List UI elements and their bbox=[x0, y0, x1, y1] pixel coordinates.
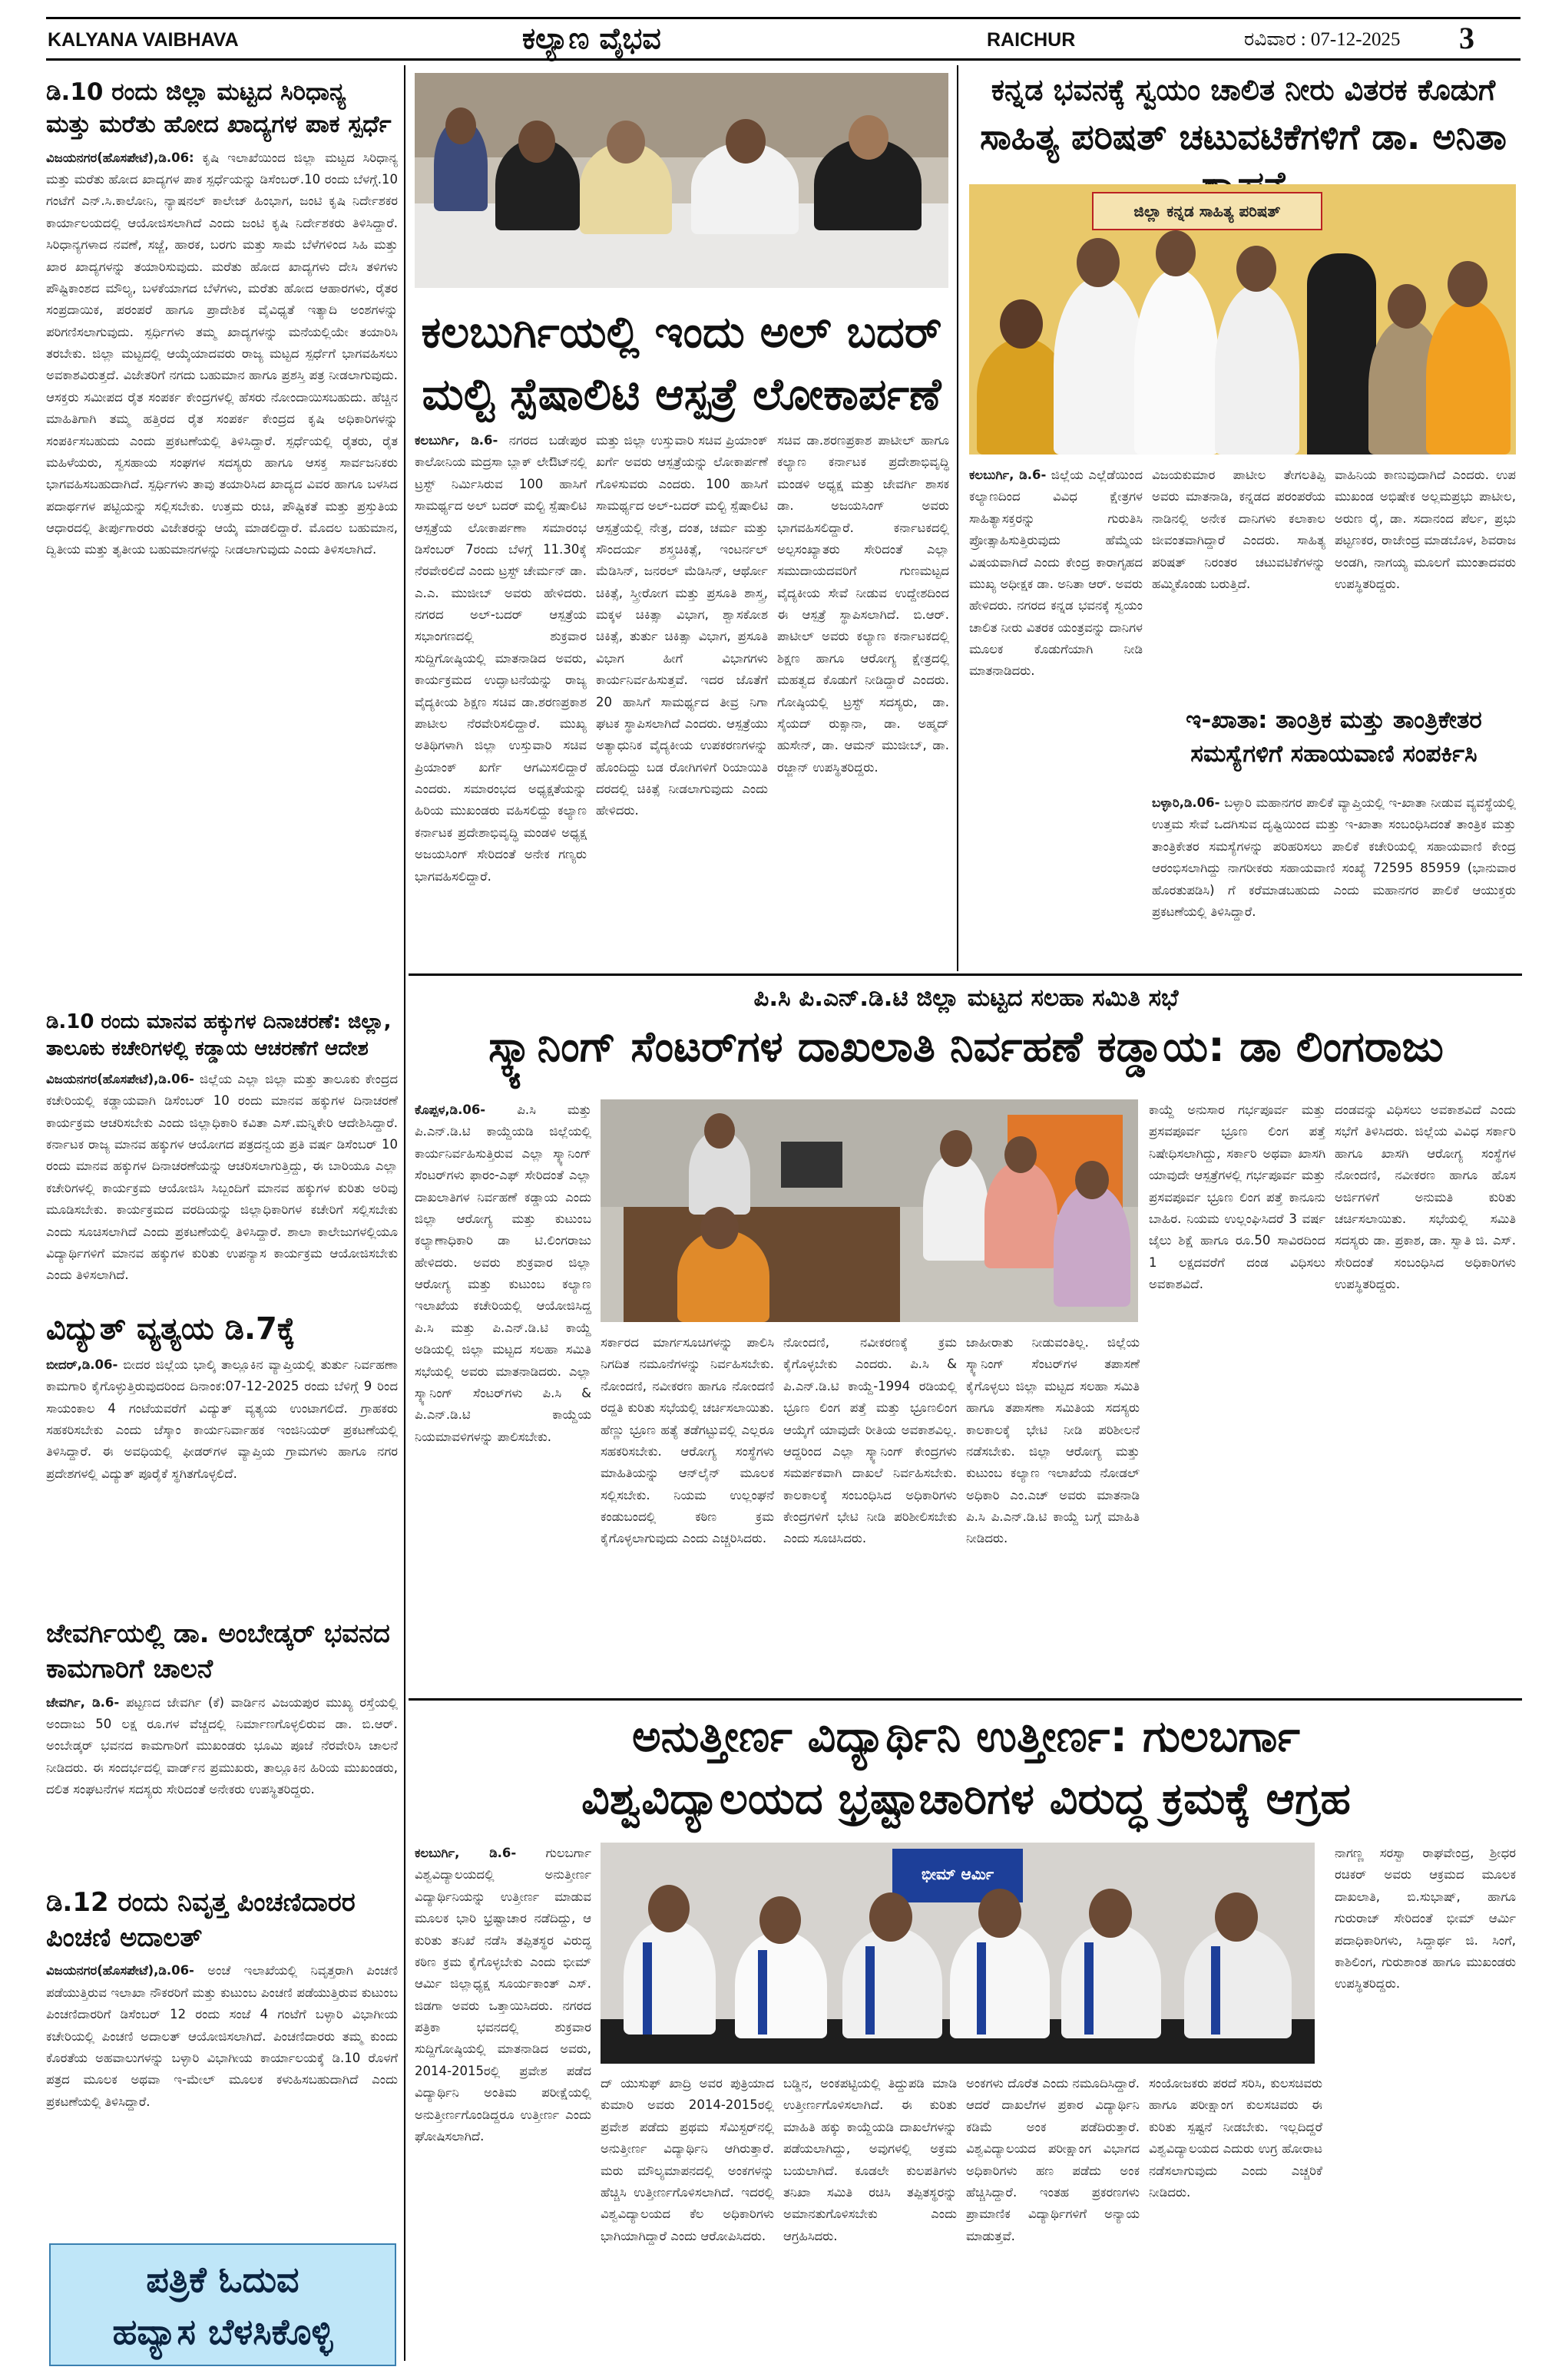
university-col5: ಸಂಯೋಜಕರು ಪರದೆ ಸರಿಸಿ, ಕುಲಸಚಿವರು ಹಾಗೂ ಪರೀಕ್ಷಾಂಗ ಕುಲಸಚಿವರು ಈ ಕುರಿತು ಸ್ಪಷ್ಟನೆ ನೀಡಬೇಕು. ಇಲ್ಲದಿದ್ದರೆ ವಿಶ್ವವಿದ್ಯಾಲಯದ ಎದುರು ಉಗ್ರ ಹೋರಾಟ ನಡೆಸಲಾಗುವುದು ಎಂದು ಎಚ್ಚರಿಕೆ ನೀಡಿದರು. bbox=[1149, 2076, 1322, 2200]
hospital-headline-line2: ಮಲ್ಟಿ ಸ್ಪೆಷಾಲಿಟಿ ಆಸ್ಪತ್ರೆ ಲೋಕಾರ್ಪಣೆ bbox=[422, 369, 941, 420]
left-story5-dateline: ವಿಜಯನಗರ(ಹೊಸಪೇಟೆ),ಡಿ.06- bbox=[46, 1963, 194, 1978]
kannada-bhavan-col1-text: ಜಿಲ್ಲೆಯ ಎಲ್ಲೆಡೆಯಿಂದ ಕಲ್ಯಾಣದಿಂದ ವಿವಿಧ ಕ್ಷೇತ್ರಗಳ ಸಾಹಿತ್ಯಾಸಕ್ತರನ್ನು ಗುರುತಿಸಿ ಪ್ರೋತ್ಸಾಹಿಸುತ್ತಿರುವುದು ಹೆಮ್ಮೆಯ ವಿಷಯವಾಗಿದೆ ಎಂದು ಕೇಂದ್ರ ಕಾರಾಗೃಹದ ಮುಖ್ಯ ಅಧೀಕ್ಷಕ ಡಾ. ಅನಿತಾ ಆರ್. ಅವರು ಹೇಳಿದರು. ನಗರದ ಕನ್ನಡ ಭವನಕ್ಕೆ ಸ್ವಯಂ ಚಾಲಿತ ನೀರು ವಿತರಕ ಯಂತ್ರವನ್ನು ದಾನಿಗಳ ಮೂಲಕ ಕೊಡುಗೆಯಾಗಿ ನೀಡಿ ಮಾತನಾಡಿದರು. bbox=[969, 468, 1143, 679]
university-col1-text: ಗುಲಬರ್ಗಾ ವಿಶ್ವವಿದ್ಯಾಲಯದಲ್ಲಿ ಅನುತ್ತೀರ್ಣ ವಿದ್ಯಾರ್ಥಿನಿಯನ್ನು ಉತ್ತೀರ್ಣ ಮಾಡುವ ಮೂಲಕ ಭಾರಿ ಭ್ರಷ್ಟಾಚಾರ ನಡೆದಿದ್ದು, ಆ ಕುರಿತು ತನಿಖೆ ನಡೆಸಿ ತಪ್ಪಿತಸ್ಥರ ವಿರುದ್ಧ ಕಠಿಣ ಕ್ರಮ ಕೈಗೊಳ್ಳಬೇಕು ಎಂದು ಭೀಮ್ ಆರ್ಮಿ ಜಿಲ್ಲಾಧ್ಯಕ್ಷ ಸೂರ್ಯಕಾಂತ್ ಎಸ್. ಜಿಡಗಾ ಅವರು ಒತ್ತಾಯಿಸಿದರು. ನಗರದ ಪತ್ರಿಕಾ ಭವನದಲ್ಲಿ ಶುಕ್ರವಾರ ಸುದ್ದಿಗೋಷ್ಠಿಯಲ್ಲಿ ಮಾತನಾಡಿದ ಅವರು, 2014-2015ರಲ್ಲಿ ಪ್ರವೇಶ ಪಡೆದ ವಿದ್ಯಾರ್ಥಿನಿ ಅಂತಿಮ ಪರೀಕ್ಷೆಯಲ್ಲಿ ಅನುತ್ತೀರ್ಣಗೊಂಡಿದ್ದರೂ ಉತ್ತೀರ್ಣ ಎಂದು ಘೋಷಿಸಲಾಗಿದೆ. bbox=[415, 1846, 591, 2144]
scanning-meeting-photo bbox=[601, 1099, 1138, 1322]
hospital-dateline: ಕಲಬುರ್ಗಿ, ಡಿ.6- bbox=[415, 433, 498, 448]
university-col6: ನಾಗಣ್ಣ ಸರಸ್ವಾ ರಾಘವೇಂದ್ರ, ಶ್ರೀಧರ ರಚಿಕರ್ ಅವರು ಆಕ್ರಮದ ಮೂಲಕ ದಾಖಲಾತಿ, ಬಿ.ಸುಭಾಷ್, ಹಾಗೂ ಗುರುರಾಜ್ ಸೇರಿದಂತೆ ಭೀಮ್ ಆರ್ಮಿ ಪದಾಧಿಕಾರಿಗಳು, ಸಿದ್ದಾರ್ಥ ಜಿ. ಸಿಂಗೆ, ಕಾಶಿಲಿಂಗ, ಗುರುಶಾಂತ ಹಾಗೂ ಮುಖಂಡರು ಉಪಸ್ಥಿತರಿದ್ದರು. bbox=[1335, 1846, 1516, 1992]
left-story4-dateline: ಜೇವರ್ಗಿ, ಡಿ.6- bbox=[46, 1694, 120, 1710]
left-story3-text: ಬೀದರ ಜಿಲ್ಲೆಯ ಭಾಲ್ಕಿ ತಾಲ್ಲೂಕಿನ ವ್ಯಾಪ್ತಿಯಲ್ಲಿ ತುರ್ತು ನಿರ್ವಹಣಾ ಕಾಮಗಾರಿ ಕೈಗೊಳ್ಳುತ್ತಿರುವುದರಿಂದ ದಿನಾಂಕ:07-12-2025 ರಂದು ಬೆಳಿಗ್ಗೆ 9 ರಿಂದ ಸಾಯಂಕಾಲ 4 ಗಂಟೆಯವರೆಗೆ ವಿದ್ಯುತ್ ವ್ಯತ್ಯಯ ಉಂಟಾಗಲಿದೆ. ಗ್ರಾಹಕರು ಸಹಕರಿಸಬೇಕು ಎಂದು ಜೆಸ್ಕಾಂ ಕಾರ್ಯನಿರ್ವಾಹಕ ಇಂಜಿನಿಯರ್ ಪ್ರಕಟಣೆಯಲ್ಲಿ ತಿಳಿಸಿದ್ದಾರೆ. ಈ ಅವಧಿಯಲ್ಲಿ ಫೀಡರ್‌ಗಳ ವ್ಯಾಪ್ತಿಯ ಗ್ರಾಮಗಳು ಹಾಗೂ ನಗರ ಪ್ರದೇಶಗಳಲ್ಲಿ ವಿದ್ಯುತ್ ಪೂರೈಕೆ ಸ್ಥಗಿತಗೊಳ್ಳಲಿದೆ. bbox=[46, 1357, 398, 1481]
kannada-bhavan-headline-line2: ಸಾಹಿತ್ಯ ಪರಿಷತ್ ಚಟುವಟಿಕೆಗಳಿಗೆ ಡಾ. ಅನಿತಾ bbox=[980, 116, 1507, 158]
column-divider-top-center bbox=[957, 65, 958, 971]
kannada-bhavan-dateline: ಕಲಬುರ್ಗಿ, ಡಿ.6- bbox=[969, 468, 1047, 482]
left-story2-dateline: ವಿಜಯನಗರ(ಹೊಸಪೇಟೆ),ಡಿ.06- bbox=[46, 1071, 194, 1086]
left-column bbox=[46, 77, 398, 2372]
scanning-dateline: ಕೊಪ್ಪಳ,ಡಿ.06- bbox=[415, 1102, 486, 1117]
column-divider-left bbox=[404, 65, 405, 2361]
university-dateline: ಕಲಬುರ್ಗಿ, ಡಿ.6- bbox=[415, 1846, 517, 1860]
left-story1-dateline: ವಿಜಯನಗರ(ಹೊಸಪೇಟೆ),ಡಿ.06: bbox=[46, 150, 194, 165]
left-story4-headline: ಜೇವರ್ಗಿಯಲ್ಲಿ ಡಾ. ಅಂಬೇಡ್ಕರ್ ಭವನದ ಕಾಮಗಾರಿಗೆ ಚಾಲನೆ bbox=[46, 1618, 390, 1684]
hospital-col1 bbox=[415, 430, 587, 967]
ekhata-text: ಬಳ್ಳಾರಿ ಮಹಾನಗರ ಪಾಲಿಕೆ ವ್ಯಾಪ್ತಿಯಲ್ಲಿ ಇ-ಖಾತಾ ನೀಡುವ ವ್ಯವಸ್ಥೆಯಲ್ಲಿ ಉತ್ತಮ ಸೇವೆ ಒದಗಿಸುವ ದೃಷ್ಟಿಯಿಂದ ಮತ್ತು ಇ-ಖಾತಾ ಸಂಬಂಧಿಸಿದಂತೆ ತಾಂತ್ರಿಕ ಮತ್ತು ತಾಂತ್ರಿಕೇತರ ಸಮಸ್ಯೆಗಳನ್ನು ಪರಿಹರಿಸಲು ಪಾಲಿಕೆ ಕಚೇರಿಯಲ್ಲಿ ಸಹಾಯವಾಣಿ ಕೇಂದ್ರ ಆರಂಭಿಸಲಾಗಿದ್ದು ನಾಗರೀಕರು ಸಹಾಯವಾಣಿ ಸಂಖ್ಯೆ 72595 85959 (ಭಾನುವಾರ ಹೊರತುಪಡಿಸಿ) ಗೆ ಕರೆಮಾಡಬಹುದು ಎಂದು ಮಹಾನಗರ ಪಾಲಿಕೆ ಆಯುಕ್ತರು ಪ್ರಕಟಣೆಯಲ್ಲಿ ತಿಳಿಸಿದ್ದಾರೆ. bbox=[1152, 795, 1516, 919]
hospital-col2: ಮತ್ತು ಜಿಲ್ಲಾ ಉಸ್ತುವಾರಿ ಸಚಿವ ಪ್ರಿಯಾಂಕ್ ಖರ್ಗೆ ಅವರು ಆಸ್ಪತ್ರೆಯನ್ನು ಲೋಕಾರ್ಪಣೆ ಗೊಳಿಸುವರು ಎಂದರು. 100 ಹಾಸಿಗೆ ಸಾಮರ್ಥ್ಯದ ಅಲ್-ಬದರ್ ಮಲ್ಟಿ ಸ್ಪೆಷಾಲಿಟಿ ಆಸ್ಪತ್ರೆಯಲ್ಲಿ ನೇತ್ರ, ದಂತ, ಚರ್ಮ ಮತ್ತು ಸೌಂದರ್ಯ ಶಸ್ತ್ರಚಿಕಿತ್ಸೆ, ಇಂಟರ್ನಲ್ ಮೆಡಿಸಿನ್, ಜನರಲ್ ಮೆಡಿಸಿನ್, ಆರ್ಥೋ ಚಿಕಿತ್ಸೆ, ಸ್ತ್ರೀರೋಗ ಮತ್ತು ಪ್ರಸೂತಿ ಶಾಸ್ತ್ರ, ಮಕ್ಕಳ ಚಿಕಿತ್ಸಾ ವಿಭಾಗ, ಶ್ವಾಸಕೋಶ ಚಿಕಿತ್ಸೆ, ತುರ್ತು ಚಿಕಿತ್ಸಾ ವಿಭಾಗ, ಪ್ರಸೂತಿ ವಿಭಾಗ ಹೀಗೆ ವಿಭಾಗಗಳು ಕಾರ್ಯನಿರ್ವಹಿಸುತ್ತವೆ. ಇದರ ಜೊತೆಗೆ 20 ಹಾಸಿಗೆ ಸಾಮರ್ಥ್ಯದ ತೀವ್ರ ನಿಗಾ ಘಟಕ ಸ್ಥಾಪಿಸಲಾಗಿದೆ ಎಂದರು. ಆಸ್ಪತ್ರೆಯು ಅತ್ಯಾಧುನಿಕ ವೈದ್ಯಕೀಯ ಉಪಕರಣಗಳನ್ನು ಹೊಂದಿದ್ದು ಬಡ ರೋಗಿಗಳಿಗೆ ರಿಯಾಯಿತಿ ದರದಲ್ಲಿ ಚಿಕಿತ್ಸೆ ನೀಡಲಾಗುವುದು ಎಂದು ಹೇಳಿದರು. bbox=[596, 433, 768, 818]
left-story1-body bbox=[46, 147, 398, 1000]
scanning-headline: ಸ್ಕ್ಯಾನಿಂಗ್ ಸೆಂಟರ್‌ಗಳ ದಾಖಲಾತಿ ನಿರ್ವಹಣೆ ಕಡ್ಡಾಯ: ಡಾ ಲಿಂಗರಾಜು bbox=[488, 1021, 1444, 1071]
hospital-headline-line1: ಕಲಬುರ್ಗಿಯಲ್ಲಿ ಇಂದು ಅಲ್ ಬದರ್ bbox=[421, 307, 942, 358]
scanning-col1 bbox=[415, 1099, 591, 1691]
ekhata-headline-line2: ಸಮಸ್ಯೆಗಳಿಗೆ ಸಹಾಯವಾಣಿ ಸಂಪರ್ಕಿಸಿ bbox=[1190, 739, 1477, 768]
left-story4-text: ಪಟ್ಟಣದ ಜೇವರ್ಗಿ (ಕೆ) ವಾರ್ಡಿನ ವಿಜಯಪುರ ಮುಖ್ಯ ರಸ್ತೆಯಲ್ಲಿ ಅಂದಾಜು 50 ಲಕ್ಷ ರೂ.ಗಳ ವೆಚ್ಚದಲ್ಲಿ ನಿರ್ಮಾಣಗೊಳ್ಳಲಿರುವ ಡಾ. ಬಿ.ಆರ್. ಅಂಬೇಡ್ಕರ್ ಭವನದ ಕಾಮಗಾರಿಗೆ ಮುಖಂಡರು ಭೂಮಿ ಪೂಜೆ ನೆರವೇರಿಸಿ ಚಾಲನೆ ನೀಡಿದರು. ಈ ಸಂದರ್ಭದಲ್ಲಿ ವಾರ್ಡ್‌ನ ಪ್ರಮುಖರು, ತಾಲ್ಲೂಕಿನ ಹಿರಿಯ ಮುಖಂಡರು, ದಲಿತ ಸಂಘಟನೆಗಳ ಸದಸ್ಯರು ಸೇರಿದಂತೆ ಅನೇಕರು ಉಪಸ್ಥಿತರಿದ್ದರು. bbox=[46, 1694, 398, 1797]
left-story3-dateline: ಬೀದರ್,ಡಿ.06- bbox=[46, 1357, 118, 1372]
left-story5-body bbox=[46, 1960, 398, 2213]
masthead-date: ರವಿವಾರ : 07-12-2025 bbox=[1244, 29, 1401, 50]
hospital-col3: ಸಚಿವ ಡಾ.ಶರಣಪ್ರಕಾಶ ಪಾಟೀಲ್ ಹಾಗೂ ಕಲ್ಯಾಣ ಕರ್ನಾಟಕ ಪ್ರದೇಶಾಭಿವೃದ್ಧಿ ಮಂಡಳಿ ಅಧ್ಯಕ್ಷ ಮತ್ತು ಜೇವರ್ಗಿ ಶಾಸಕ ಡಾ. ಅಜಯಸಿಂಗ್ ಅವರು ಭಾಗವಹಿಸಲಿದ್ದಾರೆ. ಕರ್ನಾಟಕದಲ್ಲಿ ಅಲ್ಪಸಂಖ್ಯಾತರು ಸೇರಿದಂತೆ ಎಲ್ಲಾ ಸಮುದಾಯದವರಿಗೆ ಗುಣಮಟ್ಟದ ವೈದ್ಯಕೀಯ ಸೇವೆ ನೀಡುವ ಉದ್ದೇಶದಿಂದ ಈ ಆಸ್ಪತ್ರೆ ಸ್ಥಾಪಿಸಲಾಗಿದೆ. ಬಿ.ಆರ್. ಪಾಟೀಲ್ ಅವರು ಕಲ್ಯಾಣ ಕರ್ನಾಟಕದಲ್ಲಿ ಶಿಕ್ಷಣ ಹಾಗೂ ಆರೋಗ್ಯ ಕ್ಷೇತ್ರದಲ್ಲಿ ಮಹತ್ವದ ಕೊಡುಗೆ ನೀಡಿದ್ದಾರೆ ಎಂದರು. ಗೋಷ್ಠಿಯಲ್ಲಿ ಟ್ರಸ್ಟ್ ಸದಸ್ಯರು, ಡಾ. ಸೈಯದ್ ರುಕ್ಸಾನಾ, ಡಾ. ಅಹ್ಮದ್ ಹುಸೇನ್, ಡಾ. ಆಮನ್ ಮುಜೀಬ್, ಡಾ. ರಜ್ಜಾನ್ ಉಪಸ್ಥಿತರಿದ್ದರು. bbox=[777, 433, 949, 775]
left-story4-body bbox=[46, 1692, 398, 1876]
page-number: 3 bbox=[1459, 21, 1474, 55]
masthead-center-title: ಕಲ್ಯಾಣ ವೈಭವ bbox=[522, 21, 661, 55]
left-story3-body bbox=[46, 1354, 398, 1608]
masthead-left-title: KALYANA VAIBHAVA bbox=[48, 29, 239, 51]
scanning-col3: ನೋಂದಣಿ, ನವೀಕರಣಕ್ಕೆ ಕ್ರಮ ಕೈಗೊಳ್ಳಬೇಕು ಎಂದರು. ಪಿ.ಸಿ & ಪಿ.ಎನ್.ಡಿ.ಟಿ ಕಾಯ್ದೆ-1994 ರಡಿಯಲ್ಲಿ ಭ್ರೂಣ ಲಿಂಗ ಪತ್ತೆ ಮತ್ತು ಭ್ರೂಣಲಿಂಗ ಆಯ್ಕೆಗೆ ಯಾವುದೇ ರೀತಿಯ ಅವಕಾಶವಿಲ್ಲ. ಆದ್ದರಿಂದ ಎಲ್ಲಾ ಸ್ಕ್ಯಾನಿಂಗ್ ಕೇಂದ್ರಗಳು ಸಮರ್ಪಕವಾಗಿ ದಾಖಲೆ ನಿರ್ವಹಿಸಬೇಕು. ಕಾಲಕಾಲಕ್ಕೆ ಸಂಬಂಧಿಸಿದ ಅಧಿಕಾರಿಗಳು ಕೇಂದ್ರಗಳಿಗೆ ಭೇಟಿ ನೀಡಿ ಪರಿಶೀಲಿಸಬೇಕು ಎಂದು ಸೂಚಿಸಿದರು. bbox=[783, 1335, 957, 1546]
promo-line2: ಹವ್ಯಾಸ ಬೆಳಸಿಕೊಳ್ಳಿ bbox=[112, 2311, 333, 2353]
kannada-bhavan-headline-line1: ಕನ್ನಡ ಭವನಕ್ಕೆ ಸ್ವಯಂ ಚಾಲಿತ ನೀರು ವಿತರಕ ಕೊಡುಗೆ bbox=[991, 73, 1496, 107]
left-story2-body bbox=[46, 1069, 398, 1299]
kannada-bhavan-col3: ವಾಹಿನಿಯ ಕಾಣುವುದಾಗಿದೆ ಎಂದರು. ಉಪ ಮುಖಂಡ ಅಭಿಷೇಕ ಅಲ್ಲಮಪ್ರಭು ಪಾಟೀಲ, ಅರುಣ ರೈ, ಡಾ. ಸದಾನಂದ ಪೆರ್ಲ, ಪ್ರಭು ಪಟ್ಟಣಕರ, ರಾಜೇಂದ್ರ ಮಾಡಬೊಳ, ಶಿವರಾಜ ಅಂಡಗಿ, ನಾಗಯ್ಯ ಮೂಲಗೆ ಮುಂತಾದವರು ಉಪಸ್ಥಿತರಿದ್ದರು. bbox=[1335, 468, 1516, 591]
ekhata-body bbox=[1152, 792, 1516, 967]
left-story2-text: ಜಿಲ್ಲೆಯ ಎಲ್ಲಾ ಜಿಲ್ಲಾ ಮತ್ತು ತಾಲೂಕು ಕೇಂದ್ರದ ಕಚೇರಿಯಲ್ಲಿ ಕಡ್ಡಾಯವಾಗಿ ಡಿಸೆಂಬರ್ 10 ರಂದು ಮಾನವ ಹಕ್ಕುಗಳ ದಿನಾಚರಣೆ ಕಾರ್ಯಕ್ರಮ ಆಚರಿಸಬೇಕು ಎಂದು ಜಿಲ್ಲಾಧಿಕಾರಿ ಕವಿತಾ ಎಸ್.ಮನ್ನಿಕೇರಿ ಆದೇಶಿಸಿದ್ದಾರೆ. ಕರ್ನಾಟಕ ರಾಜ್ಯ ಮಾನವ ಹಕ್ಕುಗಳ ಆಯೋಗದ ಪತ್ರದನ್ವಯ ಪ್ರತಿ ವರ್ಷ ಡಿಸೆಂಬರ್ 10 ರಂದು ಮಾನವ ಹಕ್ಕುಗಳ ದಿನಾಚರಣೆಯನ್ನು ಆಚರಿಸಲಾಗುತ್ತಿದ್ದು, ಈ ಬಾರಿಯೂ ಎಲ್ಲಾ ಕಚೇರಿಗಳಲ್ಲಿ ಕಾರ್ಯಕ್ರಮ ಆಯೋಜಿಸಿ ಸಿಬ್ಬಂದಿಗೆ ಮಾನವ ಹಕ್ಕುಗಳ ಕುರಿತು ಅರಿವು ಮೂಡಿಸಬೇಕು. ಕಾರ್ಯಕ್ರಮದ ವರದಿಯನ್ನು ಜಿಲ್ಲಾಧಿಕಾರಿಗಳ ಕಚೇರಿಗೆ ಸಲ್ಲಿಸಬೇಕು ಎಂದು ಸೂಚಿಸಲಾಗಿದೆ ಎಂದು ಪ್ರಕಟಣೆಯಲ್ಲಿ ತಿಳಿಸಿದ್ದಾರೆ. ಶಾಲಾ ಕಾಲೇಜುಗಳಲ್ಲಿಯೂ ವಿದ್ಯಾರ್ಥಿಗಳಿಗೆ ಮಾನವ ಹಕ್ಕುಗಳ ಕುರಿತು ಉಪನ್ಯಾಸ ಕಾರ್ಯಕ್ರಮ ಆಯೋಜಿಸಬೇಕು ಎಂದು ತಿಳಿಸಲಾಗಿದೆ. bbox=[46, 1071, 398, 1283]
hospital-headline bbox=[415, 303, 948, 425]
university-headline bbox=[415, 1707, 1517, 1829]
left-story5-headline: ಡಿ.12 ರಂದು ನಿವೃತ್ತ ಪಿಂಚಣಿದಾರರ ಪಿಂಚಣಿ ಅದಾಲತ್ bbox=[46, 1886, 356, 1953]
left-story3-headline: ವಿದ್ಯುತ್ ವ್ಯತ್ಯಯ ಡಿ.7ಕ್ಕೆ bbox=[46, 1311, 296, 1347]
kannada-bhavan-photo-banner: ಜಿಲ್ಲಾ ಕನ್ನಡ ಸಾಹಿತ್ಯ ಪರಿಷತ್ bbox=[1092, 192, 1322, 230]
left-story5-text: ಅಂಚೆ ಇಲಾಖೆಯಲ್ಲಿ ನಿವೃತ್ತರಾಗಿ ಪಿಂಚಣಿ ಪಡೆಯುತ್ತಿರುವ ಇಲಾಖಾ ನೌಕರರಿಗೆ ಮತ್ತು ಕುಟುಂಬ ಪಿಂಚಣಿ ಪಡೆಯುತ್ತಿರುವ ಕುಟುಂಬ ಪಿಂಚಣಿದಾರರಿಗೆ ಡಿಸೆಂಬರ್ 12 ರಂದು ಸಂಜೆ 4 ಗಂಟೆಗೆ ಬಳ್ಳಾರಿ ವಿಭಾಗೀಯ ಕಚೇರಿಯಲ್ಲಿ ಪಿಂಚಣಿ ಅದಾಲತ್ ಆಯೋಜಿಸಲಾಗಿದೆ. ಪಿಂಚಣಿದಾರರು ತಮ್ಮ ಕುಂದು ಕೊರತೆಯ ಅಹವಾಲುಗಳನ್ನು ಬಳ್ಳಾರಿ ವಿಭಾಗೀಯ ಕಾರ್ಯಾಲಯಕ್ಕೆ ಡಿ.10 ರೊಳಗೆ ಪತ್ರದ ಮೂಲಕ ಅಥವಾ ಇ-ಮೇಲ್ ಮೂಲಕ ಕಳುಹಿಸಬಹುದಾಗಿದೆ ಎಂದು ಪ್ರಕಟಣೆಯಲ್ಲಿ ತಿಳಿಸಿದ್ದಾರೆ. bbox=[46, 1963, 398, 2109]
section-divider-middle bbox=[409, 973, 1522, 976]
section-divider-bottom bbox=[409, 1698, 1522, 1701]
scanning-col6: ದಂಡವನ್ನು ವಿಧಿಸಲು ಅವಕಾಶವಿದೆ ಎಂದು ಸಭೆಗೆ ತಿಳಿಸಿದರು. ಜಿಲ್ಲೆಯ ವಿವಿಧ ಸರ್ಕಾರಿ ಹಾಗೂ ಖಾಸಗಿ ಆರೋಗ್ಯ ಸಂಸ್ಥೆಗಳ ನೋಂದಣಿ, ನವೀಕರಣ ಹಾಗೂ ಹೊಸ ಅರ್ಜಿಗಳಿಗೆ ಅನುಮತಿ ಕುರಿತು ಚರ್ಚಿಸಲಾಯಿತು. ಸಭೆಯಲ್ಲಿ ಸಮಿತಿ ಸದಸ್ಯರು ಡಾ. ಪ್ರಕಾಶ, ಡಾ. ಸ್ವಾತಿ ಜಿ. ಎಸ್. ಸೇರಿದಂತೆ ಸಂಬಂಧಿಸಿದ ಅಧಿಕಾರಿಗಳು ಉಪಸ್ಥಿತರಿದ್ದರು. bbox=[1335, 1102, 1516, 1291]
masthead-top-rule bbox=[46, 17, 1520, 19]
university-col1 bbox=[415, 1843, 591, 2372]
university-col2: ದ್ ಯುಸುಫ್ ಖಾದ್ರಿ ಅವರ ಪುತ್ರಿಯಾದ ಕುಮಾರಿ ಅವರು 2014-2015ರಲ್ಲಿ ಪ್ರವೇಶ ಪಡೆದು ಪ್ರಥಮ ಸೆಮಿಸ್ಟರ್‌ನಲ್ಲಿ ಅನುತ್ತೀರ್ಣ ವಿದ್ಯಾರ್ಥಿನಿ ಆಗಿರುತ್ತಾರೆ. ಮರು ಮೌಲ್ಯಮಾಪನದಲ್ಲಿ ಅಂಕಗಳನ್ನು ಹೆಚ್ಚಿಸಿ ಉತ್ತೀರ್ಣಗೊಳಿಸಲಾಗಿದೆ. ಇದರಲ್ಲಿ ವಿಶ್ವವಿದ್ಯಾಲಯದ ಕೆಲ ಅಧಿಕಾರಿಗಳು ಭಾಗಿಯಾಗಿದ್ದಾರೆ ಎಂದು ಆರೋಪಿಸಿದರು. bbox=[601, 2076, 774, 2243]
scanning-col2: ಸರ್ಕಾರದ ಮಾರ್ಗಸೂಚಿಗಳನ್ನು ಪಾಲಿಸಿ ನಿಗದಿತ ನಮೂನೆಗಳನ್ನು ನಿರ್ವಹಿಸಬೇಕು. ನೋಂದಣಿ, ನವೀಕರಣ ಹಾಗೂ ನೋಂದಣಿ ರದ್ದತಿ ಕುರಿತು ಸಭೆಯಲ್ಲಿ ಚರ್ಚಿಸಲಾಯಿತು. ಹೆಣ್ಣು ಭ್ರೂಣ ಹತ್ಯೆ ತಡೆಗಟ್ಟುವಲ್ಲಿ ಎಲ್ಲರೂ ಸಹಕರಿಸಬೇಕು. ಆರೋಗ್ಯ ಸಂಸ್ಥೆಗಳು ಮಾಹಿತಿಯನ್ನು ಆನ್‌ಲೈನ್ ಮೂಲಕ ಸಲ್ಲಿಸಬೇಕು. ನಿಯಮ ಉಲ್ಲಂಘನೆ ಕಂಡುಬಂದಲ್ಲಿ ಕಠಿಣ ಕ್ರಮ ಕೈಗೊಳ್ಳಲಾಗುವುದು ಎಂದು ಎಚ್ಚರಿಸಿದರು. bbox=[601, 1335, 774, 1546]
university-headline-line1: ಅನುತ್ತೀರ್ಣ ವಿದ್ಯಾರ್ಥಿನಿ ಉತ್ತೀರ್ಣ: ಗುಲಬರ್ಗಾ bbox=[632, 1711, 1300, 1762]
left-story1-headline: ಡಿ.10 ರಂದು ಜಿಲ್ಲಾ ಮಟ್ಟದ ಸಿರಿಧಾನ್ಯ ಮತ್ತು ಮರೆತು ಹೋದ ಖಾದ್ಯಗಳ ಪಾಕ ಸ್ಪರ್ಧೆ bbox=[46, 78, 392, 138]
kannada-bhavan-photo bbox=[969, 184, 1516, 455]
left-story1-text: ಕೃಷಿ ಇಲಾಖೆಯಿಂದ ಜಿಲ್ಲಾ ಮಟ್ಟದ ಸಿರಿಧಾನ್ಯ ಮತ್ತು ಮರೆತು ಹೋದ ಖಾದ್ಯಗಳ ಪಾಕ ಸ್ಪರ್ಧೆಯನ್ನು ಡಿಸೆಂಬರ್.10 ರಂದು ಬೆಳಗ್ಗೆ.10 ಗಂಟೆಗೆ ಎನ್.ಸಿ.ಕಾಲೋನಿ, ನ್ಯಾಷನಲ್ ಕಾಲೇಜ್ ಹಿಂಭಾಗ, ಜಂಟಿ ಕೃಷಿ ನಿರ್ದೇಶಕರ ಕಾರ್ಯಾಲಯದಲ್ಲಿ ಆಯೋಜಿಸಲಾಗಿದೆ ಎಂದು ಜಂಟಿ ಕೃಷಿ ನಿರ್ದೇಶಕರು ತಿಳಿಸಿದ್ದಾರೆ. ಸಿರಿಧಾನ್ಯಗಳಾದ ನವಣೆ, ಸಜ್ಜೆ, ಹಾರಕ, ಬರಗು ಮತ್ತು ಸಾಮೆ ಬೆಳೆಗಳಿಂದ ಸಿಹಿ ಮತ್ತು ಖಾರ ಖಾದ್ಯಗಳನ್ನು ತಯಾರಿಸುವುದು. ಮರೆತು ಹೋದ ಖಾದ್ಯಗಳು ದೇಸಿ ತಳಿಗಳು ಪೌಷ್ಟಿಕಾಂಶದ ಮೌಲ್ಯ, ಬಳಕೆಯಾಗದ ಬೆಳೆಗಳು, ಮರೆತು ಹೋದ ಆಹಾರಗಳು, ರೈತರ ಸಂಪ್ರದಾಯಿಕ, ಪರಂಪರೆ ಹಾಗೂ ಪ್ರಾದೇಶಿಕ ವೈವಿಧ್ಯತೆ ಇತ್ಯಾದಿ ಅಂಶಗಳನ್ನು ಪರಿಗಣಿಸಲಾಗುವುದು. ಸ್ಪರ್ಧಿಗಳು ತಮ್ಮ ಖಾದ್ಯಗಳನ್ನು ಮನೆಯಲ್ಲಿಯೇ ತಯಾರಿಸಿ ತರಬೇಕು. ಜಿಲ್ಲಾ ಮಟ್ಟದಲ್ಲಿ ಆಯ್ಕೆಯಾದವರು ರಾಜ್ಯ ಮಟ್ಟದ ಸ್ಪರ್ಧೆಗೆ ಭಾಗವಹಿಸಲು ಅವಕಾಶವಿರುತ್ತದೆ. ವಿಜೇತರಿಗೆ ನಗದು ಬಹುಮಾನ ಹಾಗೂ ಪ್ರಶಸ್ತಿ ಪತ್ರ ನೀಡಲಾಗುವುದು. ಆಸಕ್ತರು ಸಮೀಪದ ರೈತ ಸಂಪರ್ಕ ಕೇಂದ್ರಗಳಲ್ಲಿ ಹೆಸರು ನೋಂದಾಯಿಸಬಹುದು. ಹೆಚ್ಚಿನ ಮಾಹಿತಿಗಾಗಿ ತಮ್ಮ ಹತ್ತಿರದ ರೈತ ಸಂಪರ್ಕ ಕೇಂದ್ರದ ಕೃಷಿ ಅಧಿಕಾರಿಗಳನ್ನು ಸಂಪರ್ಕಿಸಬಹುದು ಎಂದು ಪ್ರಕಟಣೆಯಲ್ಲಿ ತಿಳಿಸಿದ್ದಾರೆ. ಸ್ಪರ್ಧೆಯಲ್ಲಿ ರೈತರು, ರೈತ ಮಹಿಳೆಯರು, ಸ್ವಸಹಾಯ ಸಂಘಗಳ ಸದಸ್ಯರು ಹಾಗೂ ಆಸಕ್ತ ಸಾರ್ವಜನಿಕರು ಭಾಗವಹಿಸಬಹುದಾಗಿದೆ. ಸ್ಪರ್ಧಿಗಳು ತಾವು ತಯಾರಿಸಿದ ಖಾದ್ಯದ ವಿವರ ಹಾಗೂ ಬಳಸಿದ ಪದಾರ್ಥಗಳ ಪಟ್ಟಿಯನ್ನು ಸಲ್ಲಿಸಬೇಕು. ಉತ್ತಮ ರುಚಿ, ಪೌಷ್ಟಿಕತೆ ಮತ್ತು ಪ್ರಸ್ತುತಿಯ ಆಧಾರದಲ್ಲಿ ತೀರ್ಪುಗಾರರು ವಿಜೇತರನ್ನು ಆಯ್ಕೆ ಮಾಡಲಿದ್ದಾರೆ. ಮೊದಲ ಬಹುಮಾನ, ದ್ವಿತೀಯ ಮತ್ತು ತೃತೀಯ ಬಹುಮಾನಗಳನ್ನು ನೀಡಲಾಗುವುದು ಎಂದು ತಿಳಿಸಲಾಗಿದೆ. bbox=[46, 150, 398, 557]
scanning-col5: ಕಾಯ್ದೆ ಅನುಸಾರ ಗರ್ಭಪೂರ್ವ ಮತ್ತು ಪ್ರಸವಪೂರ್ವ ಭ್ರೂಣ ಲಿಂಗ ಪತ್ತೆ ನಿಷೇಧಿಸಲಾಗಿದ್ದು, ಸರ್ಕಾರಿ ಅಥವಾ ಖಾಸಗಿ ಯಾವುದೇ ಆಸ್ಪತ್ರೆಗಳಲ್ಲಿ ಗರ್ಭಪೂರ್ವ ಮತ್ತು ಪ್ರಸವಪೂರ್ವ ಭ್ರೂಣ ಲಿಂಗ ಪತ್ತೆ ಕಾನೂನು ಬಾಹಿರ. ನಿಯಮ ಉಲ್ಲಂಘಿಸಿದರೆ 3 ವರ್ಷ ಜೈಲು ಶಿಕ್ಷೆ ಹಾಗೂ ರೂ.50 ಸಾವಿರದಿಂದ 1 ಲಕ್ಷದವರೆಗೆ ದಂಡ ವಿಧಿಸಲು ಅವಕಾಶವಿದೆ. bbox=[1149, 1102, 1325, 1291]
hospital-press-photo bbox=[415, 73, 948, 288]
scanning-headline-block bbox=[415, 983, 1517, 1075]
university-press-photo bbox=[601, 1843, 1315, 2064]
kannada-bhavan-col1 bbox=[969, 464, 1143, 718]
scanning-col4: ಜಾಹೀರಾತು ನೀಡುವಂತಿಲ್ಲ. ಜಿಲ್ಲೆಯ ಸ್ಕ್ಯಾನಿಂಗ್ ಸೆಂಟರ್‌ಗಳ ತಪಾಸಣೆ ಕೈಗೊಳ್ಳಲು ಜಿಲ್ಲಾ ಮಟ್ಟದ ಸಲಹಾ ಸಮಿತಿ ಹಾಗೂ ತಪಾಸಣಾ ಸಮಿತಿಯ ಸದಸ್ಯರು ಕಾಲಕಾಲಕ್ಕೆ ಭೇಟಿ ನೀಡಿ ಪರಿಶೀಲನೆ ನಡೆಸಬೇಕು. ಜಿಲ್ಲಾ ಆರೋಗ್ಯ ಮತ್ತು ಕುಟುಂಬ ಕಲ್ಯಾಣ ಇಲಾಖೆಯ ನೋಡಲ್ ಅಧಿಕಾರಿ ಎಂ.ಎಚ್ ಅವರು ಮಾತನಾಡಿ ಪಿ.ಸಿ ಪಿ.ಎನ್.ಡಿ.ಟಿ ಕಾಯ್ದೆ ಬಗ್ಗೆ ಮಾಹಿತಿ ನೀಡಿದರು. bbox=[966, 1335, 1140, 1546]
promo-line1: ಪತ್ರಿಕೆ ಓದುವ bbox=[146, 2259, 299, 2300]
masthead-city: RAICHUR bbox=[987, 29, 1076, 51]
left-story2-headline: ಡಿ.10 ರಂದು ಮಾನವ ಹಕ್ಕುಗಳ ದಿನಾಚರಣೆ: ಜಿಲ್ಲಾ, ತಾಲೂಕು ಕಚೇರಿಗಳಲ್ಲಿ ಕಡ್ಡಾಯ ಆಚರಣೆಗೆ ಆದೇಶ bbox=[46, 1010, 392, 1060]
kannada-bhavan-col2: ವಿಜಯಕುಮಾರ ಪಾಟೀಲ ತೇಗಲತಿಪ್ಪಿ ಅವರು ಮಾತನಾಡಿ, ಕನ್ನಡದ ಪರಂಪರೆಯ ನಾಡಿನಲ್ಲಿ ಅನೇಕ ದಾನಿಗಳು ಕಲಾಕಾಲ ಜೀವಂತವಾಗಿದ್ದಾರೆ ಎಂದರು. ಸಾಹಿತ್ಯ ಪರಿಷತ್ ನಿರಂತರ ಚಟುವಟಿಕೆಗಳನ್ನು ಹಮ್ಮಿಕೊಂಡು ಬರುತ್ತಿದೆ. bbox=[1152, 468, 1325, 591]
promo-box bbox=[49, 2243, 396, 2366]
ekhata-headline-line1: ಇ-ಖಾತಾ: ತಾಂತ್ರಿಕ ಮತ್ತು ತಾಂತ್ರಿಕೇತರ bbox=[1186, 706, 1482, 734]
university-col4: ಅಂಕಗಳು ದೊರೆತ ಎಂದು ನಮೂದಿಸಿದ್ದಾರೆ. ಆದರೆ ದಾಖಲೆಗಳ ಪ್ರಕಾರ ವಿದ್ಯಾರ್ಥಿನಿ ಕಡಿಮೆ ಅಂಕ ಪಡೆದಿರುತ್ತಾರೆ. ವಿಶ್ವವಿದ್ಯಾಲಯದ ಪರೀಕ್ಷಾಂಗ ವಿಭಾಗದ ಅಧಿಕಾರಿಗಳು ಹಣ ಪಡೆದು ಅಂಕ ಹೆಚ್ಚಿಸಿದ್ದಾರೆ. ಇಂತಹ ಪ್ರಕರಣಗಳು ಪ್ರಾಮಾಣಿಕ ವಿದ್ಯಾರ್ಥಿಗಳಿಗೆ ಅನ್ಯಾಯ ಮಾಡುತ್ತವೆ. bbox=[966, 2076, 1140, 2243]
scanning-kicker: ಪಿ.ಸಿ ಪಿ.ಎನ್.ಡಿ.ಟಿ ಜಿಲ್ಲಾ ಮಟ್ಟದ ಸಲಹಾ ಸಮಿತಿ ಸಭೆ bbox=[753, 984, 1179, 1012]
masthead-bottom-rule bbox=[46, 58, 1520, 61]
university-col3: ಬಡ್ಡಿನ, ಅಂಕಪಟ್ಟಿಯಲ್ಲಿ ತಿದ್ದುಪಡಿ ಮಾಡಿ ಉತ್ತೀರ್ಣಗೊಳಿಸಲಾಗಿದೆ. ಈ ಕುರಿತು ಮಾಹಿತಿ ಹಕ್ಕು ಕಾಯ್ದೆಯಡಿ ದಾಖಲೆಗಳನ್ನು ಪಡೆಯಲಾಗಿದ್ದು, ಅವುಗಳಲ್ಲಿ ಅಕ್ರಮ ಬಯಲಾಗಿದೆ. ಕೂಡಲೇ ಕುಲಪತಿಗಳು ತನಿಖಾ ಸಮಿತಿ ರಚಿಸಿ ತಪ್ಪಿತಸ್ಥರನ್ನು ಅಮಾನತುಗೊಳಿಸಬೇಕು ಎಂದು ಆಗ್ರಹಿಸಿದರು. bbox=[783, 2076, 957, 2243]
masthead bbox=[0, 0, 1542, 54]
hospital-col1-text: ನಗರದ ಬಡೇಪುರ ಕಾಲೋನಿಯ ಮದ್ರಸಾ ಬ್ಲಾಕ್ ಲೇಔಟ್‌ನಲ್ಲಿ ಟ್ರಸ್ಟ್ ನಿರ್ಮಿಸಿರುವ 100 ಹಾಸಿಗೆ ಸಾಮರ್ಥ್ಯದ ಅಲ್ ಬದರ್ ಮಲ್ಟಿ ಸ್ಪೆಷಾಲಿಟಿ ಆಸ್ಪತ್ರೆಯ ಲೋಕಾರ್ಪಣಾ ಸಮಾರಂಭ ಡಿಸೆಂಬರ್ 7ರಂದು ಬೆಳಗ್ಗೆ 11.30ಕ್ಕೆ ನೆರವೇರಲಿದೆ ಎಂದು ಟ್ರಸ್ಟ್ ಚೇರ್ಮನ್ ಡಾ. ಎ.ಎ. ಮುಜೀಬ್ ಅವರು ಹೇಳಿದರು. ನಗರದ ಅಲ್-ಬದರ್ ಆಸ್ಪತ್ರೆಯ ಸಭಾಂಗಣದಲ್ಲಿ ಶುಕ್ರವಾರ ಸುದ್ದಿಗೋಷ್ಠಿಯಲ್ಲಿ ಮಾತನಾಡಿದ ಅವರು, ಕಾರ್ಯಕ್ರಮದ ಉದ್ಘಾಟನೆಯನ್ನು ರಾಜ್ಯ ವೈದ್ಯಕೀಯ ಶಿಕ್ಷಣ ಸಚಿವ ಡಾ.ಶರಣಪ್ರಕಾಶ ಪಾಟೀಲ ನೆರವೇರಿಸಲಿದ್ದಾರೆ. ಮುಖ್ಯ ಅತಿಥಿಗಳಾಗಿ ಜಿಲ್ಲಾ ಉಸ್ತುವಾರಿ ಸಚಿವ ಪ್ರಿಯಾಂಕ್ ಖರ್ಗೆ ಆಗಮಿಸಲಿದ್ದಾರೆ ಎಂದರು. ಸಮಾರಂಭದ ಅಧ್ಯಕ್ಷತೆಯನ್ನು ಹಿರಿಯ ಮುಖಂಡರು ವಹಿಸಲಿದ್ದು ಕಲ್ಯಾಣ ಕರ್ನಾಟಕ ಪ್ರದೇಶಾಭಿವೃದ್ಧಿ ಮಂಡಳಿ ಅಧ್ಯಕ್ಷ ಅಜಯಸಿಂಗ್ ಸೇರಿದಂತೆ ಅನೇಕ ಗಣ್ಯರು ಭಾಗವಹಿಸಲಿದ್ದಾರೆ. bbox=[415, 433, 587, 884]
ekhata-dateline: ಬಳ್ಳಾರಿ,ಡಿ.06- bbox=[1152, 795, 1220, 810]
university-photo-banner: ಭೀಮ್ ಆರ್ಮಿ bbox=[892, 1849, 1023, 1902]
ekhata-headline bbox=[1152, 705, 1516, 771]
university-headline-line2: ವಿಶ್ವವಿದ್ಯಾಲಯದ ಭ್ರಷ್ಟಾಚಾರಿಗಳ ವಿರುದ್ಧ ಕ್ರಮಕ್ಕೆ ಆಗ್ರಹ bbox=[581, 1773, 1351, 1824]
scanning-col1-text: ಪಿ.ಸಿ ಮತ್ತು ಪಿ.ಎನ್.ಡಿ.ಟಿ ಕಾಯ್ದೆಯಡಿ ಜಿಲ್ಲೆಯಲ್ಲಿ ಕಾರ್ಯನಿರ್ವಹಿಸುತ್ತಿರುವ ಎಲ್ಲಾ ಸ್ಕ್ಯಾನಿಂಗ್ ಸೆಂಟರ್‌ಗಳು ಫಾರಂ-ಎಫ್ ಸೇರಿದಂತೆ ಎಲ್ಲಾ ದಾಖಲಾತಿಗಳ ನಿರ್ವಹಣೆ ಕಡ್ಡಾಯ ಎಂದು ಜಿಲ್ಲಾ ಆರೋಗ್ಯ ಮತ್ತು ಕುಟುಂಬ ಕಲ್ಯಾಣಾಧಿಕಾರಿ ಡಾ ಟಿ.ಲಿಂಗರಾಜು ಹೇಳಿದರು. ಅವರು ಶುಕ್ರವಾರ ಜಿಲ್ಲಾ ಆರೋಗ್ಯ ಮತ್ತು ಕುಟುಂಬ ಕಲ್ಯಾಣ ಇಲಾಖೆಯ ಕಚೇರಿಯಲ್ಲಿ ಆಯೋಜಿಸಿದ್ದ ಪಿ.ಸಿ ಮತ್ತು ಪಿ.ಎನ್.ಡಿ.ಟಿ ಕಾಯ್ದೆ ಅಡಿಯಲ್ಲಿ ಜಿಲ್ಲಾ ಮಟ್ಟದ ಸಲಹಾ ಸಮಿತಿ ಸಭೆಯಲ್ಲಿ ಅವರು ಮಾತನಾಡಿದರು. ಎಲ್ಲಾ ಸ್ಕ್ಯಾನಿಂಗ್ ಸೆಂಟರ್‌ಗಳು ಪಿ.ಸಿ & ಪಿ.ಎನ್.ಡಿ.ಟಿ ಕಾಯ್ದೆಯ ನಿಯಮಾವಳಿಗಳನ್ನು ಪಾಲಿಸಬೇಕು. bbox=[415, 1102, 591, 1444]
